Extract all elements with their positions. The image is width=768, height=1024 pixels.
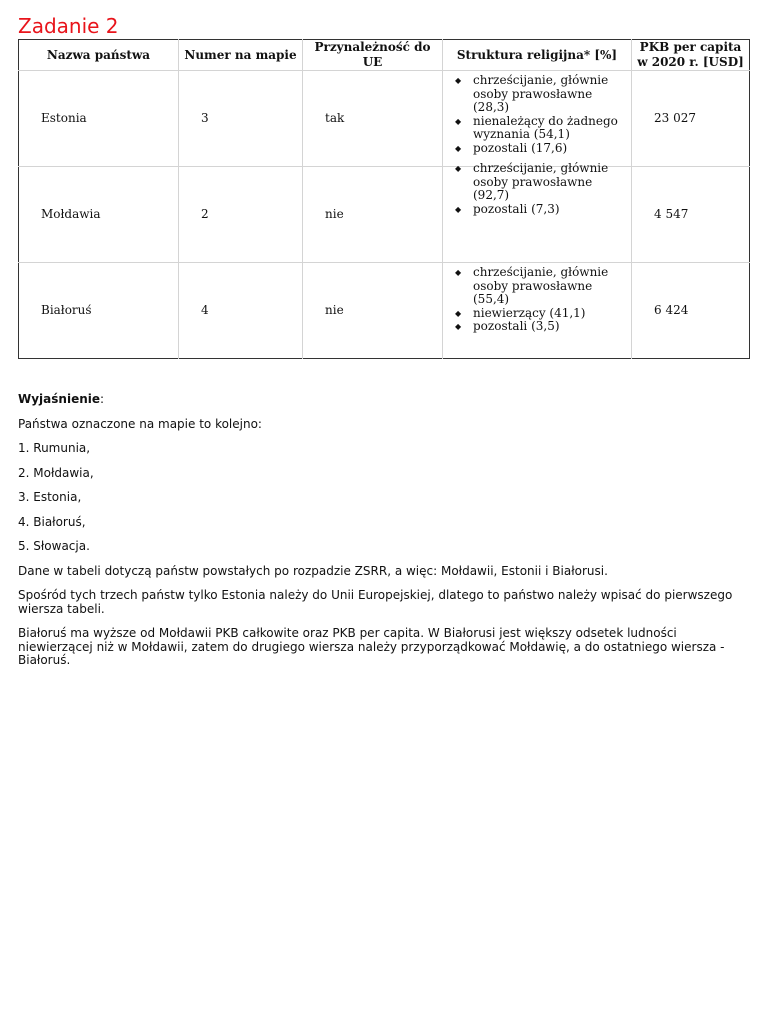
- page-title: Zadanie 2: [18, 14, 119, 38]
- gdp-value: 4 547: [632, 167, 750, 263]
- header-gdp-per-capita: PKB per capita w 2020 r. [USD]: [632, 40, 750, 71]
- religion-structure: [443, 161, 632, 263]
- header-religion-structure: Struktura religijna* [%]: [443, 40, 632, 71]
- list-item: ◆ nienależący do żadnego wyznania (54,1): [455, 113, 618, 141]
- diamond-bullet-icon: ◆: [455, 204, 462, 214]
- religion-structure: [443, 71, 632, 167]
- religion-list: [451, 74, 625, 155]
- page: [18, 14, 749, 679]
- diamond-bullet-icon: ◆: [455, 308, 462, 318]
- explanation-heading: Wyjaśnienie:: [18, 392, 105, 406]
- diamond-bullet-icon: ◆: [455, 116, 462, 126]
- diamond-bullet-icon: ◆: [455, 322, 462, 331]
- list-item: ◆ chrześcijanie, głównie osoby prawosławne (55,4): [455, 265, 609, 306]
- eu-membership: nie: [303, 263, 443, 359]
- list-item: ◆ pozostali (3,5): [455, 319, 560, 333]
- table-row: [19, 167, 750, 263]
- country-name: Białoruś: [19, 263, 179, 359]
- list-item: ◆ chrześcijanie, głównie osoby prawosławne (92,7): [455, 161, 609, 202]
- table-header-row: [19, 40, 750, 71]
- explanation-paragraph: Białoruś ma wyższe od Mołdawii PKB całkowite oraz PKB per capita. W Białorusi jest większy odsetek ludności niewierzącej niż w Mołdawii, zatem do drugiego wiersza należy przyporządkować Mołdawię, a do ostatniego wiersza - Białoruś.: [18, 626, 725, 667]
- explanation-paragraph: Spośród tych trzech państw tylko Estonia należy do Unii Europejskiej, dlatego to państwo należy wpisać do pierwszego wiersza tabeli.: [18, 588, 733, 616]
- map-list-item: 4. Białoruś,: [18, 514, 86, 529]
- map-number: 2: [179, 167, 303, 263]
- map-list-item: 5. Słowacja.: [18, 539, 90, 553]
- gdp-value: 23 027: [632, 71, 750, 167]
- explanation-paragraph: Państwa oznaczone na mapie to kolejno:: [18, 416, 262, 431]
- diamond-bullet-icon: ◆: [455, 143, 462, 153]
- eu-membership: nie: [303, 167, 443, 263]
- header-map-number: Numer na mapie: [179, 40, 303, 71]
- map-number: 4: [179, 263, 303, 359]
- religion-list: [451, 162, 625, 216]
- list-item: ◆ chrześcijanie, głównie osoby prawosławne (28,3): [455, 73, 609, 114]
- table-row: [19, 263, 750, 359]
- religion-structure: [443, 263, 632, 359]
- diamond-bullet-icon: ◆: [455, 164, 462, 173]
- explanation-paragraph: Dane w tabeli dotyczą państw powstałych po rozpadzie ZSRR, a więc: Mołdawii, Estonii i Białorusi.: [18, 563, 608, 578]
- diamond-bullet-icon: ◆: [455, 268, 462, 277]
- header-eu-membership: Przynależność do UE: [303, 40, 443, 71]
- diamond-bullet-icon: ◆: [455, 76, 462, 85]
- countries-table: [18, 39, 750, 359]
- header-country-name: Nazwa państwa: [19, 40, 179, 71]
- explanation-section: [18, 393, 749, 668]
- country-name: Estonia: [19, 71, 179, 167]
- map-list-item: 2. Mołdawia,: [18, 465, 94, 480]
- list-item: ◆ pozostali (7,3): [455, 201, 560, 216]
- list-item: ◆ niewierzący (41,1): [455, 305, 586, 320]
- list-item: ◆ pozostali (17,6): [455, 140, 568, 155]
- table-row: [19, 71, 750, 167]
- country-name: Mołdawia: [19, 167, 179, 263]
- religion-list: [451, 266, 625, 334]
- map-list-item: 1. Rumunia,: [18, 441, 91, 455]
- map-list-item: 3. Estonia,: [18, 490, 82, 504]
- gdp-value: 6 424: [654, 302, 689, 317]
- map-number: 3: [179, 71, 303, 167]
- eu-membership: tak: [303, 71, 443, 167]
